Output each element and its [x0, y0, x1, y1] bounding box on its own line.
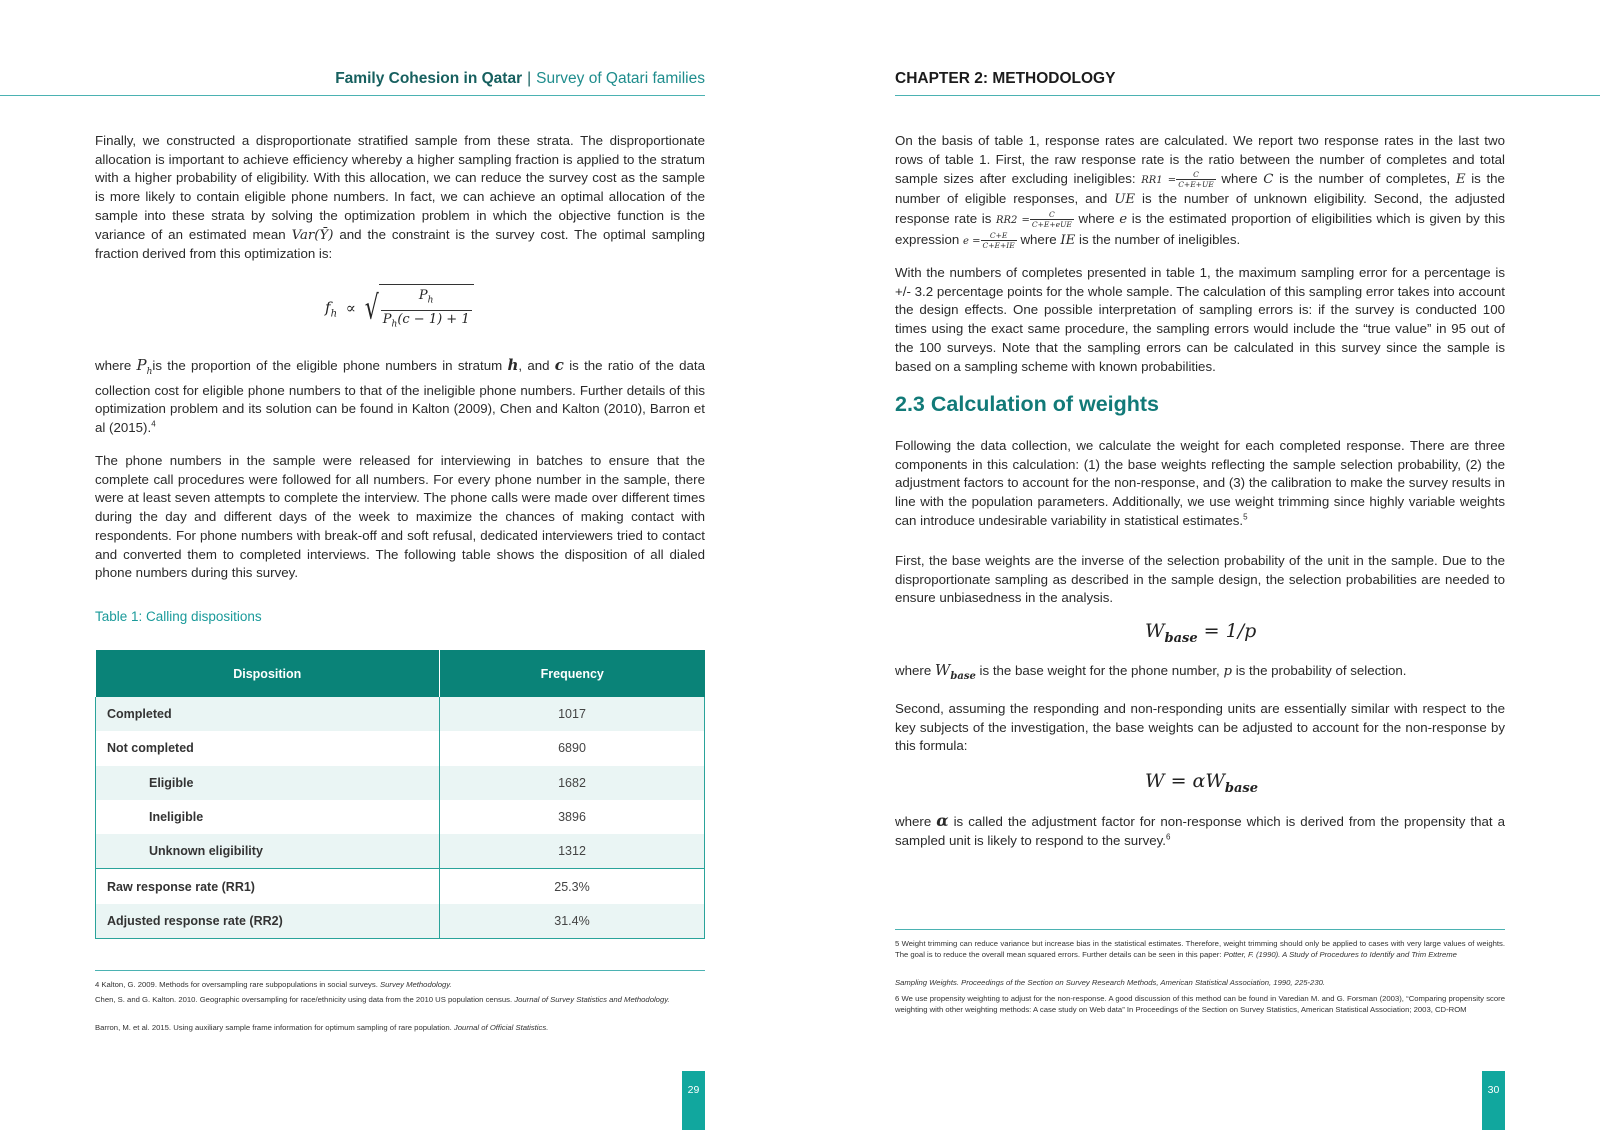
row-label: Adjusted response rate (RR2) [96, 904, 440, 939]
footnote-rule-left [95, 970, 705, 971]
formula-base-weight: $W_{base} = 1/p$ [1145, 620, 1257, 646]
row-value: 1682 [440, 766, 705, 800]
table-row [96, 697, 705, 731]
footnote-6: 6 We use propensity weighting to adjust for the non-response. A good discussion of this method can be found in Varedian M. and G. Forsman (2003), “Comparing propensity score weighting with other weighting methods: A case study on Web data” In Proceedings of the Section on Survey Statistics, American Statistical Association; 2003, CD-ROM [895, 994, 1505, 1014]
table-row [96, 766, 705, 800]
footnote-5-continued: Sampling Weights. Proceedings of the Section on Survey Research Methods, American Statistical Association, 1990, 225-230. [895, 978, 1326, 987]
table-row [96, 800, 705, 834]
right-page [800, 0, 1600, 1130]
paragraph-weight-components: Following the data collection, we calculate the weight for each completed response. There are three components in this calculation: (1) the base weights reflecting the sample selection probability, (2) the adjustment factors to account for the non-response, and (3) the calibration to make the survey results in line with the population parameters. Additionally, we use weight trimming since highly variable weights can introduce undesirable variability in statistical estimates.$^5$ [895, 438, 1505, 528]
paragraph-sampling: Finally, we constructed a disproportionate stratified sample from these strata. The disproportionate allocation is important to achieve efficiency whereby a higher sampling fraction is applied to the stratum with a higher probability of eligibility. With this allocation, we can reduce the survey cost as the sample is more likely to contain eligible phone numbers. In fact, we can achieve an optimal allocation of the sample into these strata by solving the optimization problem in which the objective function is the variance of an estimated mean Var(Ȳ) and the constraint is the survey cost. The optimal sampling fraction derived from this optimization is: [95, 133, 705, 262]
paragraph-sampling-error: With the numbers of completes presented in table 1, the maximum sampling error for a percentage is +/- 3.2 percentage points for the whole sample. The calculation of this sampling error takes into account the design effects. One possible interpretation of sampling errors is: if the survey is conducted 100 times using the exact same procedure, the sampling errors would include the “true value” in 95 out of the 100 surveys. Note that the sampling errors can be calculated in this survey since the sample is based on a sampling scheme with known probabilities. [895, 265, 1505, 374]
var-y-bar: Var(Ȳ) [291, 227, 334, 243]
table-header-row [96, 650, 705, 697]
row-value: 31.4% [440, 904, 705, 939]
paragraph-phone-calls: The phone numbers in the sample were released for interviewing in batches to ensure that the complete call procedures were followed for all numbers. For every phone number in the sample, there were at least seven attempts to complete the interview. The phone calls were made over different times during the day and different days of the week to maximize the chances of making contact with respondents. For phone numbers with break-off and soft refusal, dedicated interviewers tried to contact and converted them to completed interviews. The following table shows the disposition of all dialed phone numbers during this survey. [95, 453, 705, 581]
table-row [96, 834, 705, 869]
formula-optimal-fraction: $f_h$ ∝ √ $\frac{P_h}{P_h(c - 1) + 1}$ [325, 284, 474, 333]
page-number-right: 30 [1482, 1071, 1505, 1130]
paragraph-base-weights: First, the base weights are the inverse of the selection probability of the unit in the sample. Due to the disproportionate sampling as described in the sample design, the selection probabilities are needed to ensure unbiasedness in the analysis. [895, 553, 1505, 606]
row-value: 1017 [440, 697, 705, 731]
paragraph-where-ph: where $P_his$ the proportion of the eligible phone numbers in stratum h, and c is the ratio of the data collection cost for eligible phone numbers to that of the ineligible phone numbers. Further details of this optimization problem and its solution can be found in Kalton (2009), Chen and Kalton (2010), Barron et al (2015).$^4$ [95, 356, 705, 436]
formula-adjusted-weight: $W = \alpha W_{base}$ [1145, 770, 1258, 796]
row-label: Eligible [96, 766, 440, 800]
row-label: Ineligible [96, 800, 440, 834]
report-title: Family Cohesion in Qatar [335, 70, 523, 87]
dispositions-table [95, 650, 705, 939]
table-row [96, 904, 705, 939]
chapter-title: CHAPTER 2: METHODOLOGY [895, 70, 1116, 87]
row-value: 1312 [440, 834, 705, 869]
paragraph-adjustment: Second, assuming the responding and non-responding units are essentially similar with respect to the key subjects of the investigation, the base weights can be adjusted to account for the non-response by this formula: [895, 701, 1505, 754]
running-head-left [335, 70, 705, 88]
paragraph-response-rates: On the basis of table 1, response rates are calculated. We report two response rates in the last two rows of table 1. First, the raw response rate is the ratio between the number of completes and total sample sizes after excluding ineligibles: RR1 = $\frac{C}{C+E+UE}$ where C is the number of completes, E is the number of eligible responses, and UE is the number of unknown eligibility. Second, the adjusted response rate is RR2 = $\frac{C}{\text{C+E+eUE}}$ where e is the estimated proportion of eligibilities which is given by this expression e = $\frac{C+E}{C+E+IE}$ where IE is the number of ineligibles. [895, 133, 1506, 251]
paragraph-alpha: where α is called the adjustment factor for non-response which is derived from the propensity that a sampled unit is likely to respond to the survey.$^6$ [895, 811, 1506, 848]
page-number-left: 29 [682, 1071, 705, 1130]
row-value: 3896 [440, 800, 705, 834]
row-label: Not completed [96, 731, 440, 765]
row-label: Unknown eligibility [96, 834, 440, 869]
column-header: Disposition [96, 650, 440, 697]
paragraph-where-wbase: where $W_{base}$ is the base weight for the phone number, p is the probability of selection. [895, 661, 1407, 682]
section-heading: 2.3 Calculation of weights [895, 392, 1160, 416]
footnote-kalton: 4 Kalton, G. 2009. Methods for oversampling rare subpopulations in social surveys. Survey Methodology. [95, 980, 452, 989]
column-header: Frequency [440, 650, 705, 697]
row-label: Raw response rate (RR1) [96, 869, 440, 904]
row-value: 6890 [440, 731, 705, 765]
footnote-barron: Barron, M. et al. 2015. Using auxiliary sample frame information for optimum sampling of rare population. Journal of Official Statistics. [95, 1023, 549, 1032]
running-head-separator: | [527, 70, 532, 87]
table-row [96, 869, 705, 904]
footnote-chen: Chen, S. and G. Kalton. 2010. Geographic oversampling for race/ethnicity using data from the 2010 US population census. Journal of Survey Statistics and Methodology. [95, 995, 670, 1004]
header-rule-right [895, 95, 1600, 96]
footnote-rule-right [895, 929, 1505, 930]
report-subtitle: Survey of Qatari families [536, 70, 705, 87]
header-rule-left [0, 95, 705, 96]
footnote-5: 5 Weight trimming can reduce variance but increase bias in the statistical estimates. Therefore, weight trimming should only be applied to cases with very large values of weights. The goal is to reduce the overall mean squared errors. Further details can be seen in this paper: Potter, F. (1990). A Study of Procedures to Identify and Trim Extreme [895, 939, 1505, 959]
row-label: Completed [96, 697, 440, 731]
table-caption: Table 1: Calling dispositions [95, 609, 262, 624]
row-value: 25.3% [440, 869, 705, 904]
table-row [96, 731, 705, 765]
